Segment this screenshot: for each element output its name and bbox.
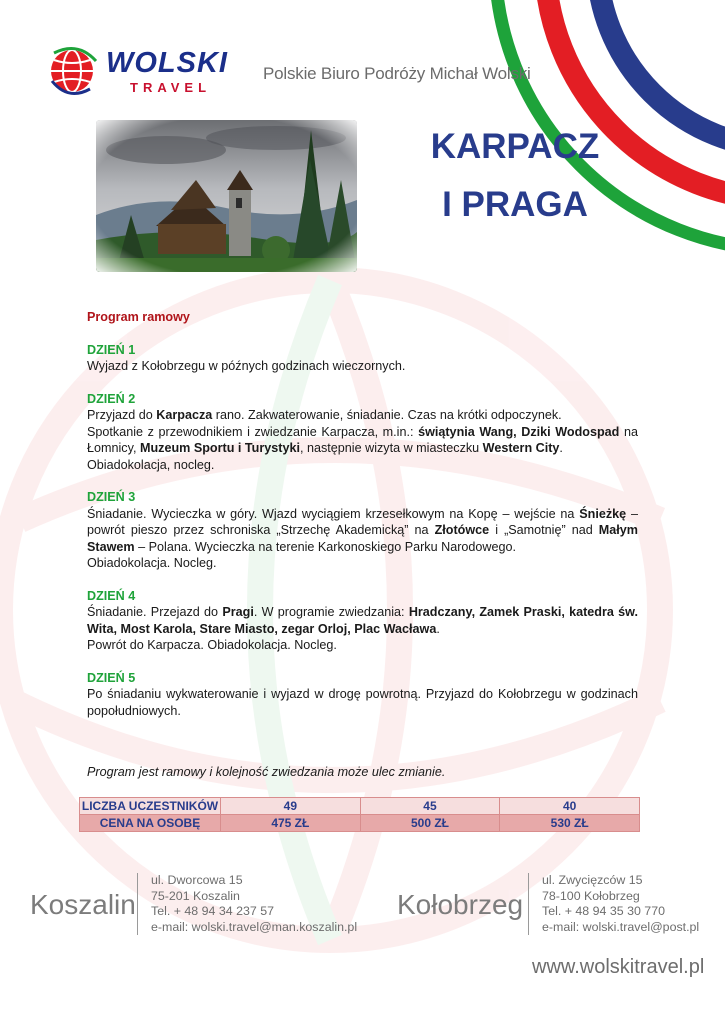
day-4 — [87, 588, 638, 654]
table-row — [80, 815, 640, 832]
day-paragraph: Obiadokolacja, nocleg. — [87, 457, 215, 472]
day-text: Po śniadaniu wykwaterowanie i wyjazd w drogę powrotną. Przyjazd do Kołobrzegu w godzinach popołudniowych. — [87, 687, 638, 718]
table-cell: 49 — [221, 798, 361, 815]
globe-icon — [48, 45, 100, 97]
office-address-kolobrzeg — [542, 873, 699, 935]
day-label: DZIEŃ 4 — [87, 588, 136, 603]
table-row — [80, 798, 640, 815]
address-phone: Tel. + 48 94 34 237 57 — [151, 904, 274, 918]
day-paragraph: Śniadanie. Przejazd do Pragi. W programie zwiedzania: Hradczany, Zamek Praski, katedra św. Wita, Most Karola, Stare Miasto, zegar Orloj, Plac Wacława. — [87, 605, 638, 636]
address-street: ul. Dworcowa 15 — [151, 873, 243, 887]
table-cell: 40 — [500, 798, 640, 815]
day-paragraph: Przyjazd do Karpacza rano. Zakwaterowanie, śniadanie. Czas na krótki odpoczynek. — [87, 408, 562, 422]
day-paragraph: Śniadanie. Wycieczka w góry. Wjazd wyciągiem krzesełkowym na Kopę – wejście na Śnieżkę – powrót pieszo przez schroniska „Strzechę Akademicką” na Złotówce i „Samotnię” nad Małym Stawem – Polana. Wycieczka na terenie Karkonoskiego Parku Narodowego. — [87, 506, 638, 554]
program-heading: Program ramowy — [87, 310, 190, 324]
office-city-kolobrzeg: Kołobrzeg — [397, 889, 524, 920]
day-paragraph: Obiadokolacja. Nocleg. — [87, 556, 217, 570]
price-table — [79, 797, 640, 832]
address-street: ul. Zwycięzców 15 — [542, 873, 643, 887]
program-note: Program jest ramowy i kolejność zwiedzania może ulec zmianie. — [87, 765, 446, 779]
website-link[interactable]: www.wolskitravel.pl — [532, 956, 705, 978]
day-2 — [87, 391, 638, 474]
day-paragraph: Powrót do Karpacza. Obiadokolacja. Nocleg. — [87, 638, 337, 652]
day-5 — [87, 670, 638, 720]
program-content — [87, 309, 638, 735]
day-paragraph: Spotkanie z przewodnikiem i zwiedzanie Karpacza, m.in.: świątynia Wang, Dziki Wodospad na Łomnicy, Muzeum Sportu i Turystyki, następnie wizyta w miasteczku Western City. — [87, 424, 638, 455]
trip-title — [400, 118, 630, 234]
table-cell: 530 ZŁ — [500, 815, 640, 832]
logo-wordmark: WOLSKI — [106, 47, 228, 79]
table-cell: 500 ZŁ — [360, 815, 500, 832]
day-3 — [87, 489, 638, 572]
address-postal: 75-201 Koszalin — [151, 888, 240, 903]
day-label: DZIEŃ 2 — [87, 391, 136, 406]
address-postal: 78-100 Kołobrzeg — [542, 888, 640, 903]
day-1 — [87, 342, 638, 375]
company-tagline: Polskie Biuro Podróży Michał Wolski — [263, 64, 531, 83]
participants-label: LICZBA UCZESTNIKÓW — [80, 798, 221, 815]
price-label: CENA NA OSOBĘ — [80, 815, 221, 832]
logo-subtitle: TRAVEL — [130, 80, 212, 95]
day-label: DZIEŃ 5 — [87, 670, 136, 685]
day-label: DZIEŃ 3 — [87, 490, 136, 504]
table-cell: 475 ZŁ — [221, 815, 361, 832]
day-text: Wyjazd z Kołobrzegu w późnych godzinach wieczornych. — [87, 359, 406, 373]
title-line-1: KARPACZ — [430, 127, 600, 166]
divider — [528, 873, 529, 935]
address-phone: Tel. + 48 94 35 30 770 — [542, 904, 665, 918]
table-cell: 45 — [360, 798, 500, 815]
address-email[interactable]: e-mail: wolski.travel@post.pl — [542, 919, 700, 934]
company-logo — [48, 43, 238, 98]
church-photo — [96, 120, 357, 272]
divider — [137, 873, 138, 935]
office-city-koszalin: Koszalin — [30, 889, 136, 920]
title-line-2: I PRAGA — [442, 185, 588, 224]
address-email[interactable]: e-mail: wolski.travel@man.koszalin.pl — [151, 919, 358, 934]
office-address-koszalin — [151, 873, 357, 935]
day-label: DZIEŃ 1 — [87, 342, 136, 357]
